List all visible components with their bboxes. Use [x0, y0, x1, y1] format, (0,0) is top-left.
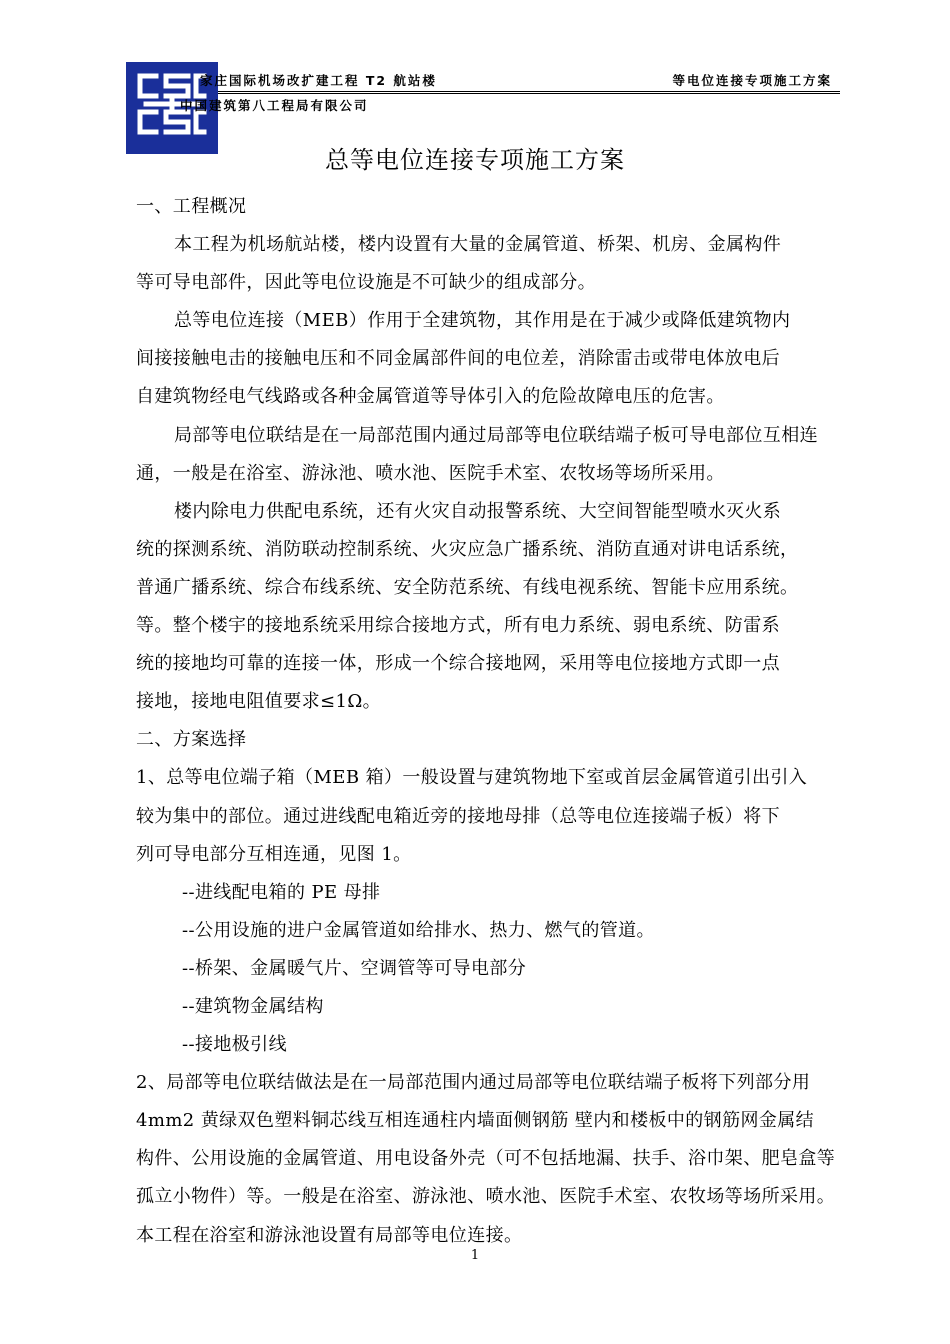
- body-line: --桥架、金属暖气片、空调管等可导电部分: [182, 957, 527, 979]
- body-line: 一、工程概况: [136, 196, 247, 217]
- body-line: --接地极引线: [182, 1034, 287, 1056]
- body-line: 总等电位连接（MEB）作用于全建筑物，其作用是在于减少或降低建筑物内: [174, 310, 791, 332]
- body-line: 间接接触电击的接触电压和不同金属部件间的电位差，消除雷击或带电体放电后: [136, 348, 780, 370]
- header-rule: [218, 91, 840, 92]
- body-line: 等。整个楼宇的接地系统采用综合接地方式，所有电力系统、弱电系统、防雷系: [136, 615, 780, 637]
- body-line: 列可导电部分互相连通，见图 1。: [136, 843, 412, 865]
- body-line: 2、局部等电位联结做法是在一局部范围内通过局部等电位联结端子板将下列部分用: [136, 1072, 811, 1094]
- document-body: [136, 188, 906, 1255]
- body-line: 本工程在浴室和游泳池设置有局部等电位连接。: [136, 1224, 523, 1246]
- body-line: 楼内除电力供配电系统，还有火灾自动报警系统、大空间智能型喷水灭火系: [174, 500, 782, 522]
- body-line: 自建筑物经电气线路或各种金属管道等导体引入的危险故障电压的危害。: [136, 386, 725, 408]
- page-number: 1: [470, 1248, 480, 1263]
- header-rule-secondary: [218, 93, 840, 94]
- body-line: 较为集中的部位。通过进线配电箱近旁的接地母排（总等电位连接端子板）将下: [136, 805, 780, 827]
- body-line: 本工程为机场航站楼，楼内设置有大量的金属管道、桥架、机房、金属构件: [174, 234, 782, 256]
- document-title: 总等电位连接专项施工方案: [325, 146, 625, 174]
- body-line: 普通广播系统、综合布线系统、安全防范系统、有线电视系统、智能卡应用系统。: [136, 576, 799, 598]
- body-line: 1、总等电位端子箱（MEB 箱）一般设置与建筑物地下室或首层金属管道引出引入: [136, 767, 808, 789]
- header-project-name: 家庄国际机场改扩建工程 T2 航站楼: [200, 73, 437, 88]
- body-line: --公用设施的进户金属管道如给排水、热力、燃气的管道。: [182, 919, 655, 941]
- body-line: 4mm2 黄绿双色塑料铜芯线互相连通柱内墙面侧钢筋 壁内和楼板中的钢筋网金属结: [136, 1110, 815, 1132]
- body-line: 统的探测系统、消防联动控制系统、火灾应急广播系统、消防直通对讲电话系统，: [136, 538, 799, 560]
- header-document-name: 等电位连接专项施工方案: [672, 73, 832, 88]
- body-line: 通，一般是在浴室、游泳池、喷水池、医院手术室、农牧场等场所采用。: [136, 462, 725, 484]
- body-line: 统的接地均可靠的连接一体，形成一个综合接地网，采用等电位接地方式即一点: [136, 653, 780, 675]
- body-line: 接地，接地电阻值要求≤1Ω。: [136, 691, 382, 713]
- body-line: 构件、公用设施的金属管道、用电设备外壳（可不包括地漏、扶手、浴巾架、肥皂盒等: [136, 1148, 836, 1170]
- body-line: 二、方案选择: [136, 729, 247, 751]
- body-line: --建筑物金属结构: [182, 995, 324, 1017]
- body-line: 局部等电位联结是在一局部范围内通过局部等电位联结端子板可导电部位互相连: [174, 424, 818, 446]
- body-line: 孤立小物件）等。一般是在浴室、游泳池、喷水池、医院手术室、农牧场等场所采用。: [136, 1186, 836, 1208]
- body-line: 等可导电部件，因此等电位设施是不可缺少的组成部分。: [136, 272, 596, 294]
- body-line: --进线配电箱的 PE 母排: [182, 881, 381, 903]
- header-company-name: 中国建筑第八工程局有限公司: [180, 98, 369, 113]
